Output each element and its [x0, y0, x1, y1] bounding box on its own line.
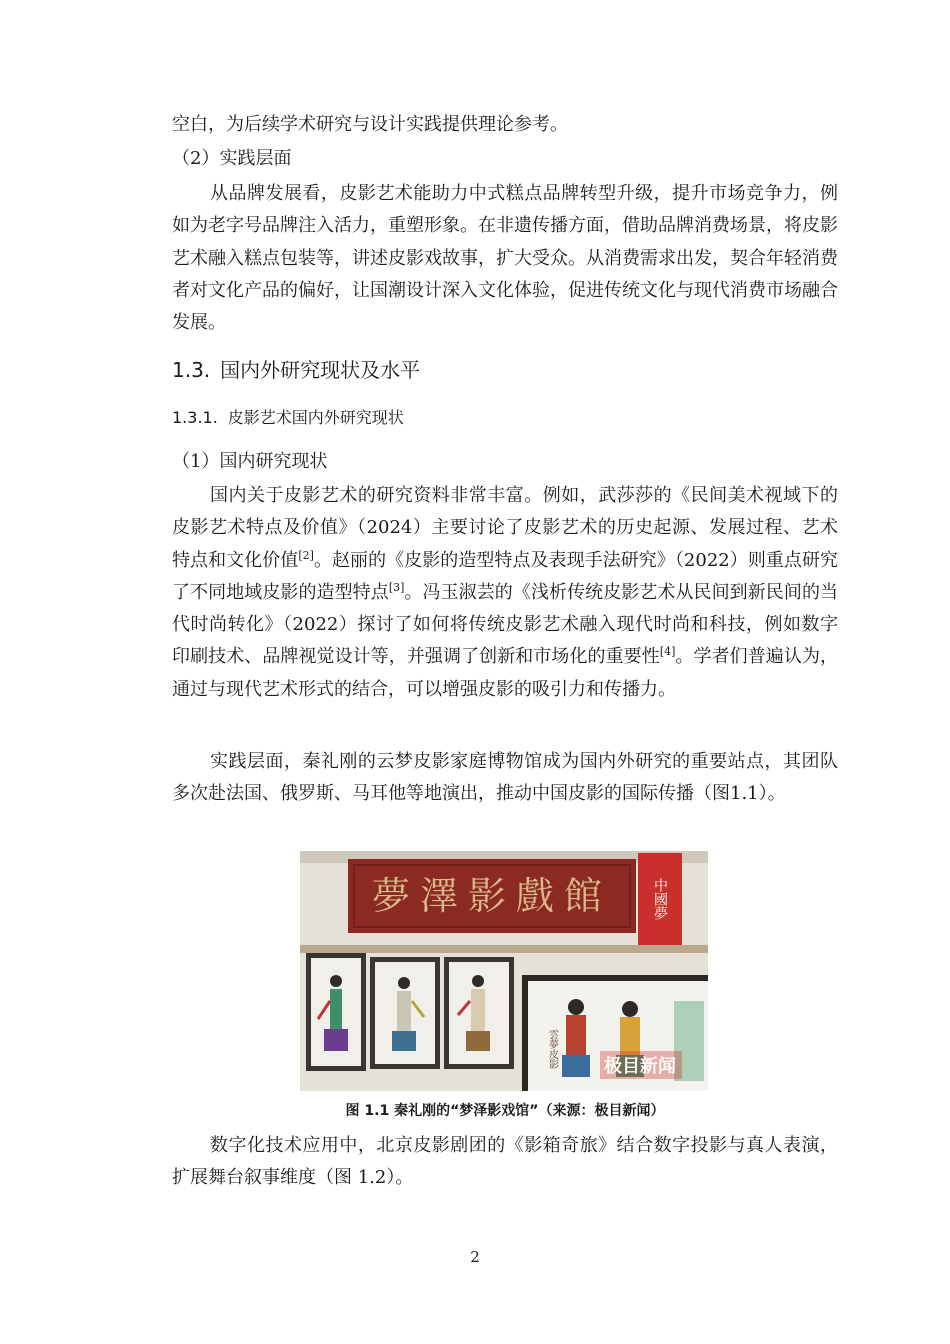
banner-text: 中國夢: [652, 878, 668, 920]
paragraph-text: 。学者们普遍认为，通过与现代艺术形式的结合，可以增强皮影的吸引力和传播力。: [172, 646, 839, 700]
subsection-number: 1.3.1.: [172, 408, 218, 427]
section-title: 国内外研究现状及水平: [220, 358, 421, 382]
paragraph-text: 国内关于皮影艺术的研究资料非常丰富。例如，武莎莎的《民间美术视域下的皮影艺术特点及价值》（2024）主要讨论了皮影艺术的历史起源、发展过程、艺术特点和文化价值: [172, 485, 838, 571]
framed-puppet-3: [444, 957, 514, 1069]
section-number: 1.3.: [172, 358, 211, 382]
paragraph-digital-tech: 数字化技术应用中，北京皮影剧团的《影箱奇旅》结合数字投影与真人表演，扩展舞台叙事维度（图 1.2）。: [172, 1135, 838, 1189]
framed-puppet-2: [370, 957, 440, 1069]
section-heading-1-3: [172, 356, 420, 384]
museum-photo-illustration: [300, 851, 708, 1091]
citation-3[interactable]: [3]: [388, 580, 405, 594]
watermark-text: 极目新闻: [604, 1056, 676, 1077]
plaque-text: 雲夢皮影: [546, 1029, 558, 1069]
paragraph-text: 。冯玉淑芸的《浅析传统皮影艺术从民间到新民间的当代时尚转化》（2022）探讨了如何将传统皮影艺术融入现代时尚和科技，例如数字印刷技术、品牌视觉设计等，并强调了创新和市场化的重要性: [172, 581, 839, 668]
paragraph-domestic-research: [172, 480, 838, 706]
paragraph-practice-museum: 实践层面，秦礼刚的云梦皮影家庭博物馆成为国内外研究的重要站点，其团队多次赴法国、俄罗斯、马耳他等地演出，推动中国皮影的国际传播（图1.1）。: [172, 751, 838, 805]
paragraph-practice: 从品牌发展看，皮影艺术能助力中式糕点品牌转型升级，提升市场竞争力，例如为老字号品牌注入活力，重塑形象。在非遗传播方面，借助品牌消费场景，将皮影艺术融入糕点包装等，讲述皮影戏故事，扩大受众。从消费需求出发，契合年轻消费者对文化产品的偏好，让国潮设计深入文化体验，促进传统文化与现代消费市场融合发展。: [172, 183, 838, 334]
figure-caption: 图 1.1 秦礼刚的“梦泽影戏馆”（来源：极目新闻）: [345, 1103, 665, 1119]
subheading-practice: （2）实践层面: [172, 148, 292, 169]
page-number: 2: [470, 1248, 480, 1266]
continued-text-line: 空白，为后续学术研究与设计实践提供理论参考。: [172, 114, 568, 135]
framed-puppet-1: [306, 953, 366, 1071]
citation-2[interactable]: [2]: [298, 548, 314, 562]
sign-text: 夢澤影戲館: [371, 874, 613, 918]
subsection-title: 皮影艺术国内外研究现状: [227, 408, 404, 427]
figure-1-1-photo: [300, 851, 708, 1091]
citation-4[interactable]: [4]: [659, 645, 676, 659]
paragraph-text: 。赵丽的《皮影的造型特点及表现手法研究》（2022）则重点研究了不同地域皮影的造型特点: [172, 549, 839, 603]
subheading-domestic: （1）国内研究现状: [172, 451, 328, 472]
subsection-heading-1-3-1: [172, 406, 404, 430]
